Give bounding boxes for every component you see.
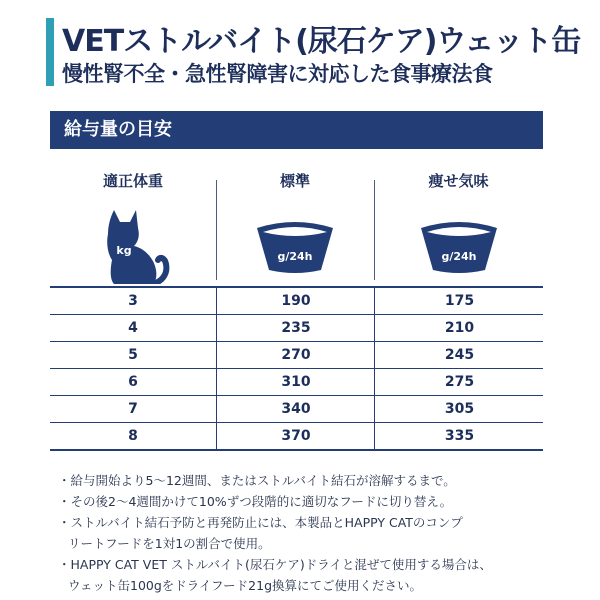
standard-cell: 270	[216, 342, 375, 368]
weight-cell: 5	[128, 347, 138, 363]
table-row	[50, 288, 543, 315]
section-title: 給与量の目安	[64, 119, 172, 140]
standard-cell: 190	[216, 288, 375, 314]
standard-cell: 340	[216, 396, 375, 422]
thin-cell: 245	[374, 342, 544, 368]
section-header	[50, 111, 543, 149]
table-row	[50, 396, 543, 423]
bowl-icon-standard	[253, 218, 337, 278]
weight-cell: 8	[128, 428, 138, 444]
cat-icon	[100, 204, 172, 284]
column-divider	[374, 180, 375, 280]
notes-list	[58, 470, 578, 596]
page-title: VETストルバイト(尿石ケア)ウェット缶	[62, 24, 581, 59]
bowl-unit-label: g/24h	[441, 250, 477, 263]
weight-cell: 4	[128, 320, 138, 336]
thin-cell: 210	[374, 315, 544, 341]
weight-cell: 3	[128, 293, 138, 309]
title-accent-bar	[46, 18, 54, 86]
standard-cell: 310	[216, 369, 375, 395]
table-row	[50, 315, 543, 342]
table-row	[50, 423, 543, 451]
column-header-standard: 標準	[279, 172, 310, 190]
weight-cell: 6	[128, 374, 138, 390]
thin-cell: 275	[374, 369, 544, 395]
bowl-icon-thin	[417, 218, 501, 278]
column-header-thin: 痩せ気味	[428, 172, 489, 190]
note-line: ・その後2～4週間かけて10%ずつ段階的に適切なフードに切り替え。	[58, 494, 453, 509]
note-line: ・給与開始より5～12週間、またはストルバイト結石が溶解するまで。	[58, 473, 456, 488]
note-line: ・HAPPY CAT VET ストルバイト(尿石ケア)ドライと混ぜて使用する場合は、	[58, 557, 492, 572]
note-line: ・ストルバイト結石予防と再発防止には、本製品とHAPPY CATのコンプ	[58, 515, 463, 530]
table-row	[50, 369, 543, 396]
thin-cell: 335	[374, 423, 544, 449]
table-row	[50, 342, 543, 369]
column-header-weight: 適正体重	[102, 172, 163, 190]
column-divider	[216, 180, 217, 280]
thin-cell: 175	[374, 288, 544, 314]
standard-cell: 370	[216, 423, 375, 449]
note-line: ウェット缶100gをドライフード21g換算にてご使用ください。	[68, 578, 423, 593]
table-body	[50, 286, 543, 451]
note-line: リートフードを1対1の割合で使用。	[68, 536, 271, 551]
thin-cell: 305	[374, 396, 544, 422]
standard-cell: 235	[216, 315, 375, 341]
bowl-unit-label: g/24h	[277, 250, 313, 263]
cat-unit-label: kg	[116, 244, 132, 257]
page-subtitle: 慢性腎不全・急性腎障害に対応した食事療法食	[62, 62, 493, 86]
weight-cell: 7	[128, 401, 138, 417]
